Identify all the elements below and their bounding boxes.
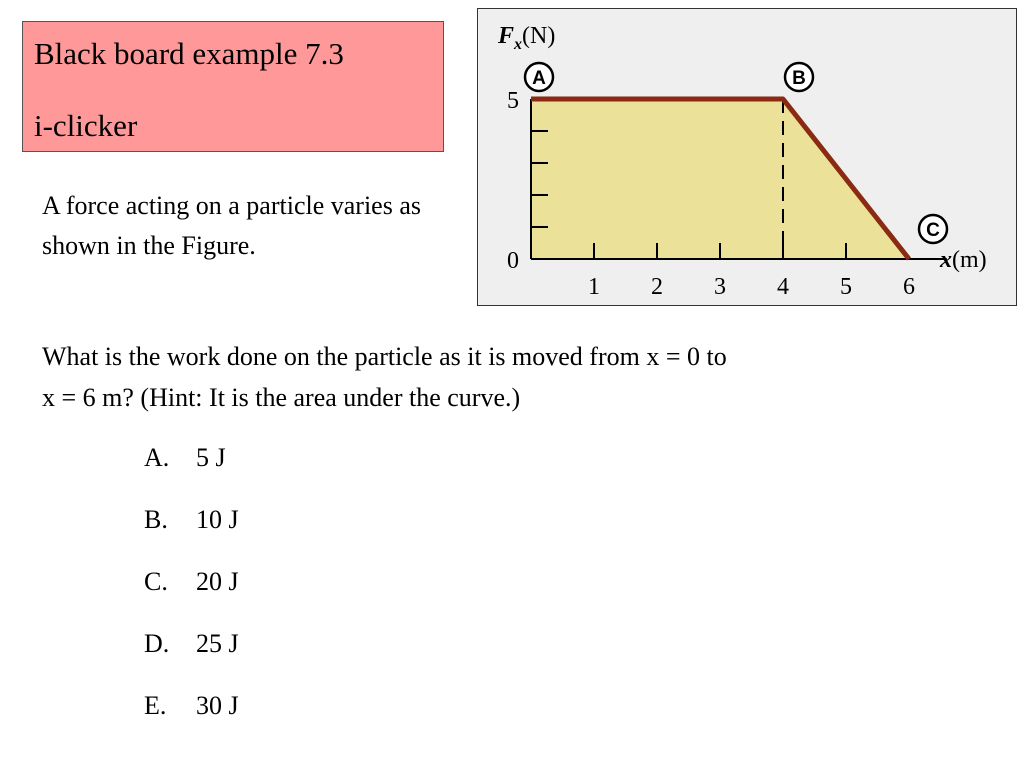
- choice-e: [144, 684, 239, 746]
- x-tick-label: 3: [714, 274, 726, 300]
- area-under-curve: [531, 99, 909, 259]
- choice-letter: E.: [144, 691, 167, 720]
- choice-text: 5 J: [196, 443, 226, 472]
- force-graph: [478, 9, 1016, 305]
- x-tick-label: 5: [840, 274, 852, 300]
- choice-letter: B.: [144, 505, 168, 534]
- slide-subtitle: i-clicker: [34, 108, 138, 143]
- x-tick-label: 1: [588, 274, 600, 300]
- choice-d: [144, 622, 239, 684]
- x-tick-label: 6: [903, 274, 915, 300]
- point-label-c: C: [926, 220, 940, 241]
- choice-a: [144, 436, 239, 498]
- choice-text: 30 J: [196, 691, 239, 720]
- answer-choices: [144, 436, 239, 746]
- x-tick-label: 4: [777, 274, 789, 300]
- x-axis-label: x(m): [940, 247, 987, 273]
- y-axis-label: $F_x(N)$: [498, 23, 556, 53]
- choice-text: 25 J: [196, 629, 239, 658]
- choice-text: 20 J: [196, 567, 239, 596]
- choice-letter: C.: [144, 567, 168, 596]
- intro-text: A force acting on a particle varies as shown in the Figure.: [42, 191, 421, 260]
- question-line-1: What is the work done on the particle as it is moved from x = 0 to: [42, 342, 727, 371]
- y-tick-label: 0: [507, 248, 519, 274]
- force-graph-figure: [477, 8, 1017, 306]
- choice-text: 10 J: [196, 505, 239, 534]
- choice-letter: D.: [144, 629, 170, 658]
- x-tick-label: 2: [651, 274, 663, 300]
- choice-b: [144, 498, 239, 560]
- point-label-a: A: [532, 68, 546, 89]
- y-tick-label: 5: [507, 88, 519, 114]
- choice-c: [144, 560, 239, 622]
- title-box: [22, 21, 444, 152]
- question-text: [42, 336, 982, 418]
- choice-letter: A.: [144, 443, 170, 472]
- point-label-b: B: [792, 68, 806, 89]
- question-line-2: x = 6 m? (Hint: It is the area under the curve.): [42, 383, 521, 412]
- slide-title: Black board example 7.3: [34, 36, 344, 71]
